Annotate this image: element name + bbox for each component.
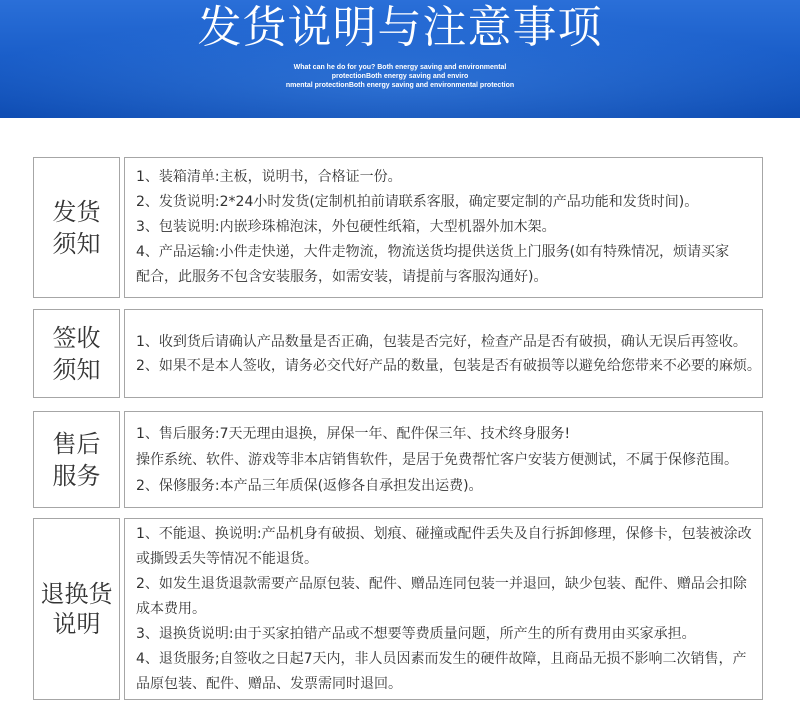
- section-label-line: 售后: [52, 429, 101, 458]
- notice-line: 配合，此服务不包含安装服务，如需安装，请提前与客服沟通好)。: [136, 269, 548, 285]
- notice-line: 2、发货说明:2*24小时发货(定制机拍前请联系客服，确定要定制的产品功能和发货时间)。: [136, 194, 699, 210]
- section-label-line: 须知: [52, 229, 101, 258]
- banner-subtitle-line: nmental protectionBoth energy saving and environmental protection: [285, 82, 515, 89]
- section-label: [33, 518, 120, 700]
- notice-line: 1、装箱清单:主板，说明书，合格证一份。: [136, 169, 402, 185]
- notice-line: 4、退货服务;自签收之日起7天内，非人员因素而发生的硬件故障，且商品无损不影响二次销售，产: [136, 650, 747, 667]
- notice-line: 1、售后服务:7天无理由退换，屏保一年、配件保三年、技术终身服务!: [136, 425, 571, 442]
- section-content: [124, 309, 763, 398]
- section-label: [33, 309, 120, 398]
- section-label-line: 退换货: [40, 580, 113, 608]
- notice-line: 操作系统、软件、游戏等非本店销售软件，是居于免费帮忙客户安装方便测试，不属于保修范围。: [136, 451, 738, 468]
- notice-line: 1、不能退、换说明:产品机身有破损、划痕、碰撞或配件丢失及自行拆卸修理，保修卡，包装被涂改: [136, 525, 752, 542]
- return-policy-section: [33, 518, 763, 700]
- banner-subtitle-line: protectionBoth energy saving and enviro: [331, 73, 469, 80]
- section-label-line: 须知: [52, 355, 101, 384]
- notice-line: 品原包装、配件、赠品、发票需同时退回。: [136, 675, 402, 692]
- notice-line: 或撕毁丢失等情况不能退货。: [136, 550, 318, 567]
- section-label-line: 服务: [52, 461, 101, 490]
- section-label-line: 发货: [52, 197, 101, 226]
- notice-line: 2、保修服务:本产品三年质保(返修各自承担发出运费)。: [136, 477, 483, 494]
- header-banner: [0, 0, 800, 118]
- notice-line: 4、产品运输:小件走快递，大件走物流，物流送货均提供送货上门服务(如有特殊情况，烦请买家: [136, 244, 730, 260]
- section-label: [33, 157, 120, 298]
- notice-line: 2、如果不是本人签收，请务必交代好产品的数量，包装是否有破损等以避免给您带来不必要的麻烦。: [136, 357, 761, 374]
- section-label-line: 签收: [52, 323, 101, 352]
- page-title: 发货说明与注意事项: [197, 2, 603, 53]
- notice-line: 1、收到货后请确认产品数量是否正确，包装是否完好，检查产品是否有破损，确认无误后再签收。: [136, 333, 747, 350]
- shipping-notice-section: [33, 157, 763, 298]
- receipt-notice-section: [33, 309, 763, 398]
- section-content: [124, 411, 763, 508]
- section-label-line: 说明: [52, 610, 101, 638]
- notice-line: 2、如发生退货退款需要产品原包装、配件、赠品连同包装一并退回，缺少包装、配件、赠品会扣除: [136, 575, 747, 592]
- notice-line: 成本费用。: [136, 600, 206, 617]
- section-label: [33, 411, 120, 508]
- banner-subtitle: [0, 63, 800, 90]
- notice-line: 3、退换货说明:由于买家拍错产品或不想要等费质量问题，所产生的所有费用由买家承担。: [136, 625, 696, 642]
- section-content: [124, 518, 763, 700]
- after-sales-section: [33, 411, 763, 508]
- notice-line: 3、包装说明:内嵌珍珠棉泡沫，外包硬性纸箱，大型机器外加木架。: [136, 219, 556, 235]
- section-content: [124, 157, 763, 298]
- banner-subtitle-line: What can he do for you? Both energy saving and environmental: [293, 64, 507, 71]
